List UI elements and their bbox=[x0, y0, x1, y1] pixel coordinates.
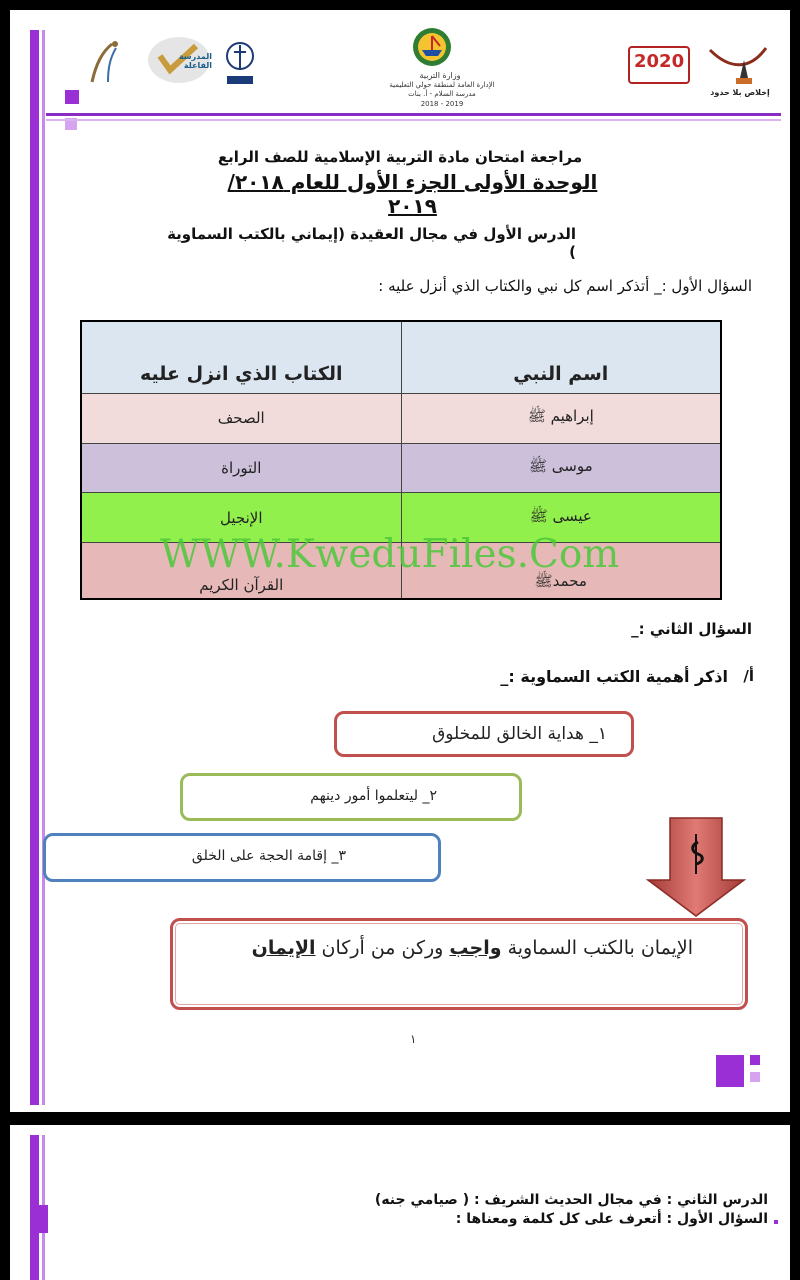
decor-square bbox=[65, 90, 79, 104]
page-number: ١ bbox=[410, 1032, 417, 1046]
summary-box bbox=[170, 918, 748, 1010]
unit-title: الوحدة الأولى الجزء الأول للعام ٢٠١٨/ ٢٠١٩ bbox=[227, 170, 598, 218]
left-decor-bar-thin bbox=[42, 30, 45, 1105]
answer-text-1: ١_ هداية الخالق للمخلوق bbox=[432, 724, 607, 744]
vision-2020-logo bbox=[628, 46, 686, 80]
prophet-cell: موسى ﷺ bbox=[401, 443, 721, 493]
prophet-cell: إبراهيم ﷺ bbox=[401, 394, 721, 444]
prophet-cell: محمدﷺ bbox=[401, 542, 721, 599]
school-name: مدرسة السلام - أ. بنات bbox=[408, 90, 476, 98]
bullet-icon bbox=[774, 1220, 778, 1224]
sincerity-logo bbox=[700, 30, 772, 90]
header-prophet: اسم النبي bbox=[401, 321, 721, 394]
summary-part2: وركن من أركان bbox=[315, 937, 450, 959]
book-cell: الإنجيل bbox=[81, 493, 401, 543]
lesson2-question1: السؤال الأول : أتعرف على كل كلمة ومعناها : bbox=[455, 1211, 768, 1227]
website-watermark[interactable]: WWW.KweduFiles.Com bbox=[160, 532, 620, 577]
effective-school-label: المدرسة الفاعلة bbox=[178, 52, 212, 70]
book-cell: الصحف bbox=[81, 394, 401, 444]
school-year: 2018 - 2019 bbox=[420, 100, 464, 108]
corner-decor-square bbox=[716, 1055, 744, 1087]
lesson2-title: الدرس الثاني : في مجال الحديث الشريف : ( صيامي جنه) bbox=[374, 1192, 768, 1208]
ministry-line1: وزارة التربية bbox=[419, 71, 461, 80]
book-cell: التوراة bbox=[81, 443, 401, 493]
corner-decor-small-1 bbox=[750, 1055, 760, 1065]
answer-text-2: ٢_ ليتعلموا أمور دينهم bbox=[310, 788, 437, 804]
table-header-row bbox=[81, 321, 721, 394]
answer-box-3 bbox=[43, 833, 441, 882]
book-cell: القرآن الكريم bbox=[81, 542, 401, 599]
effective-school-logo bbox=[146, 34, 212, 86]
table-row bbox=[81, 443, 721, 493]
vision-2020-number: 2020 bbox=[634, 51, 685, 72]
review-title: مراجعة امتحان مادة التربية الإسلامية للصف الرابع bbox=[217, 148, 583, 166]
exam-page-2 bbox=[10, 1125, 790, 1280]
question2a-letter: أ/ bbox=[743, 667, 754, 685]
ministry-emblem bbox=[410, 26, 454, 68]
summary-text bbox=[252, 937, 693, 959]
ministry-line2: الإدارة العامة لمنطقة حولي التعليمية bbox=[389, 81, 495, 89]
left-decor-bar bbox=[30, 30, 39, 1105]
summary-part1: الإيمان بالكتب السماوية bbox=[501, 937, 693, 959]
corner-decor-small-2 bbox=[750, 1072, 760, 1082]
kuwait-emblem-small bbox=[222, 40, 258, 88]
answer-text-3: ٣_ إقامة الحجة على الخلق bbox=[191, 848, 346, 864]
lesson1-title: الدرس الأول في مجال العقيدة (إيماني بالكتب السماوية ) bbox=[167, 225, 576, 261]
table-row bbox=[81, 394, 721, 444]
lesson1-question2: السؤال الثاني :_ bbox=[631, 620, 752, 638]
question2a: اذكر أهمية الكتب السماوية :_ bbox=[500, 667, 728, 686]
lesson1-question1: السؤال الأول :_ أتذكر اسم كل نبي والكتاب الذي أنزل عليه : bbox=[378, 277, 752, 295]
header-book: الكتاب الذي انزل عليه bbox=[81, 321, 401, 394]
down-arrow-icon bbox=[646, 816, 746, 918]
header-rule-light bbox=[46, 119, 781, 121]
answer-box-2 bbox=[180, 773, 522, 821]
decor-square bbox=[30, 1205, 48, 1233]
prophet-cell: عيسى ﷺ bbox=[401, 493, 721, 543]
sincerity-caption: إخلاص بلا حدود bbox=[710, 88, 770, 97]
header-rule bbox=[46, 113, 781, 116]
answer-box-1 bbox=[334, 711, 634, 757]
summary-bold-faith: الإيمان bbox=[251, 937, 316, 959]
exam-page-1 bbox=[10, 10, 790, 1112]
runner-logo bbox=[82, 38, 130, 88]
summary-bold-obligatory: واجب bbox=[449, 937, 502, 959]
